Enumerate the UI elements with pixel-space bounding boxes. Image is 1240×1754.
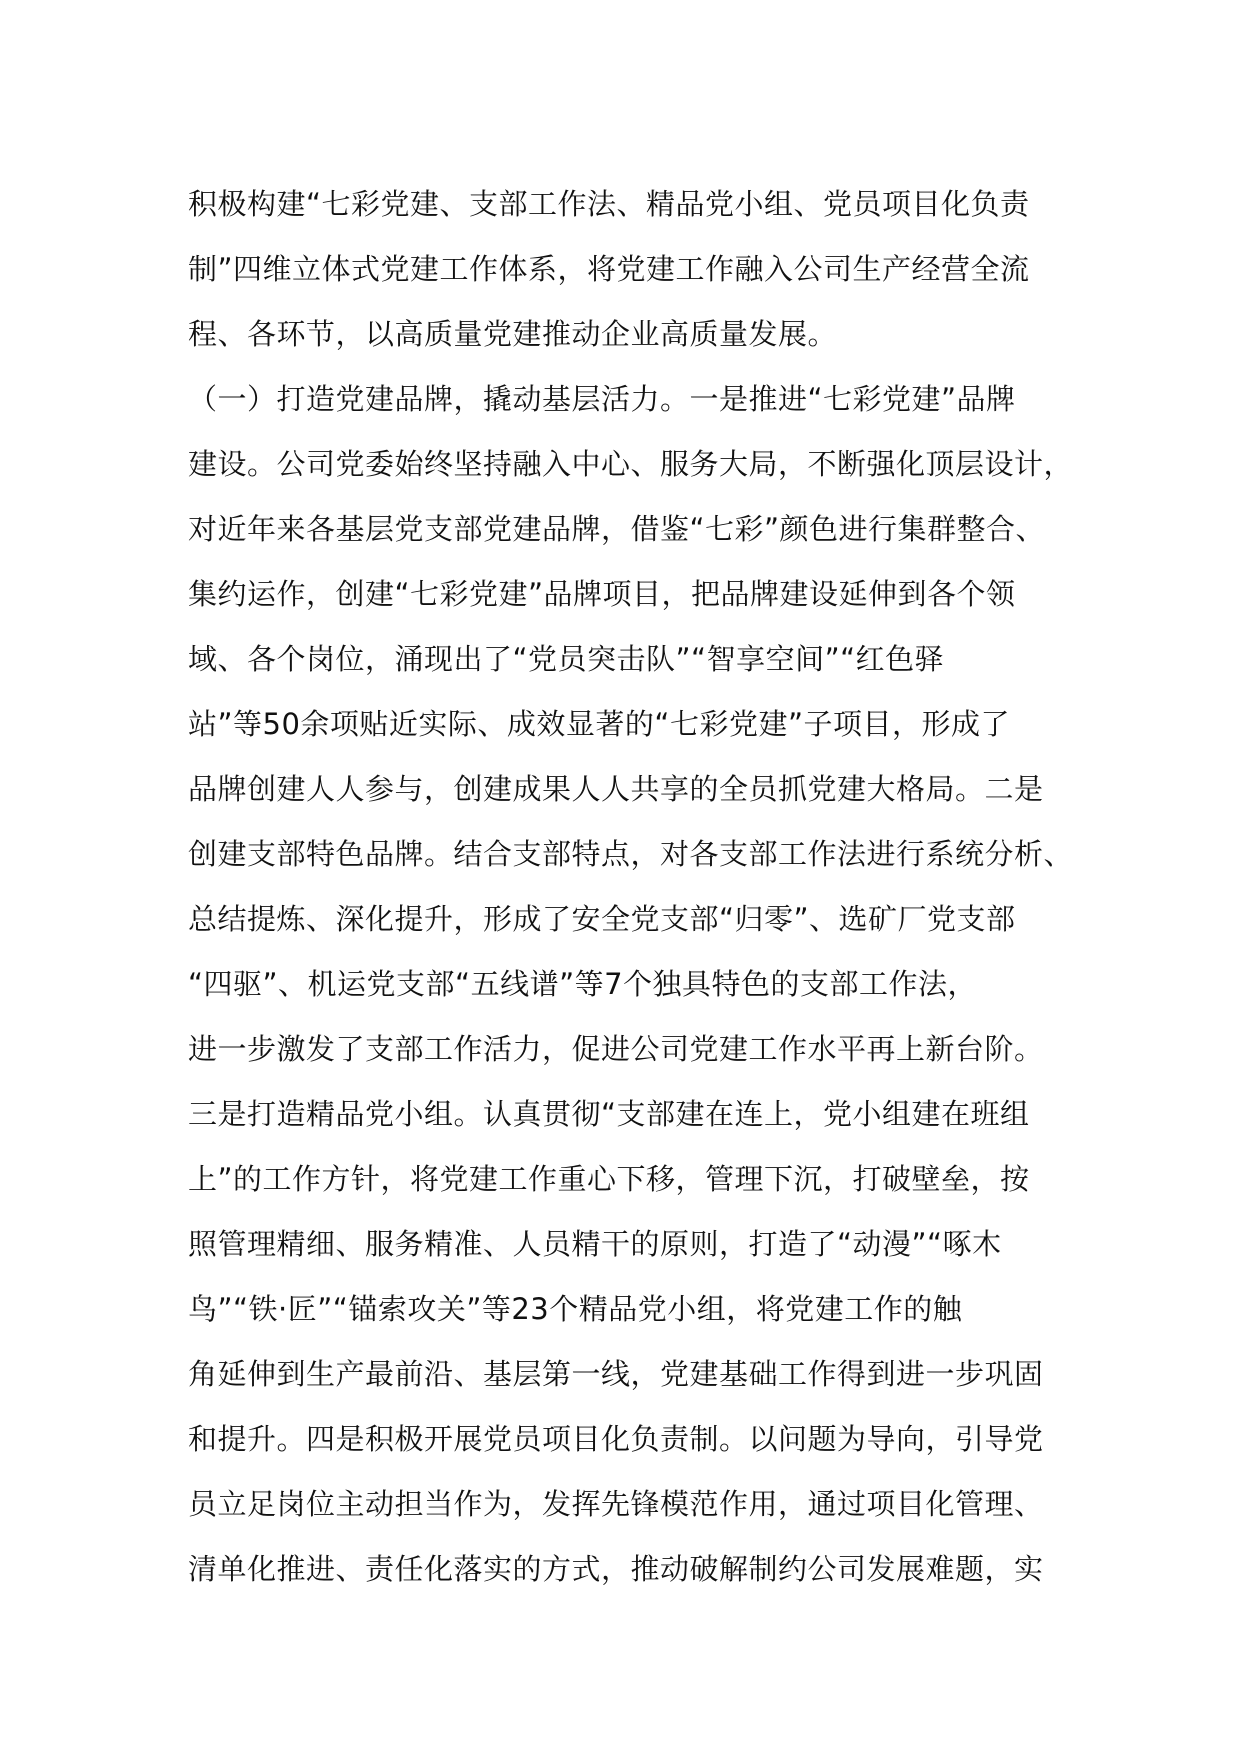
text-line: 进一步激发了支部工作活力，促进公司党建工作水平再上新台阶。 [188, 1032, 1044, 1066]
text-line: 清单化推进、责任化落实的方式，推动破解制约公司发展难题，实 [188, 1552, 1044, 1586]
text-line: 对近年来各基层党支部党建品牌，借鉴“七彩”颜色进行集群整合、 [188, 512, 1046, 546]
text-line: 员立足岗位主动担当作为，发挥先锋模范作用，通过项目化管理、 [188, 1487, 1044, 1521]
text-line: （一）打造党建品牌，撬动基层活力。一是推进“七彩党建”品牌 [188, 382, 1016, 416]
text-line: 建设。公司党委始终坚持融入中心、服务大局，不断强化顶层设计， [188, 447, 1074, 481]
text-line: 角延伸到生产最前沿、基层第一线，党建基础工作得到进一步巩固 [188, 1357, 1044, 1391]
text-line: 品牌创建人人参与，创建成果人人共享的全员抓党建大格局。二是 [188, 772, 1044, 806]
text-line: 积极构建“七彩党建、支部工作法、精品党小组、党员项目化负责 [188, 187, 1030, 221]
text-line: 鸟”“铁·匠”“锚索攻关”等23个精品党小组，将党建工作的触 [188, 1292, 963, 1326]
text-line: 照管理精细、服务精准、人员精干的原则，打造了“动漫”“啄木 [188, 1227, 1002, 1261]
text-line: 集约运作，创建“七彩党建”品牌项目，把品牌建设延伸到各个领 [188, 577, 1016, 611]
text-line: 域、各个岗位，涌现出了“党员突击队”“智享空间”“红色驿 [188, 642, 945, 676]
text-line: 创建支部特色品牌。结合支部特点，对各支部工作法进行系统分析、 [188, 837, 1074, 871]
text-line: 程、各环节，以高质量党建推动企业高质量发展。 [188, 317, 838, 351]
text-line: 上”的工作方针，将党建工作重心下移，管理下沉，打破壁垒，按 [188, 1162, 1030, 1196]
text-line: 站”等50余项贴近实际、成效显著的“七彩党建”子项目，形成了 [188, 707, 1010, 741]
text-line: 三是打造精品党小组。认真贯彻“支部建在连上，党小组建在班组 [188, 1097, 1030, 1131]
text-line: 总结提炼、深化提升，形成了安全党支部“归零”、选矿厂党支部 [188, 902, 1016, 936]
text-line: 和提升。四是积极开展党员项目化负责制。以问题为导向，引导党 [188, 1422, 1044, 1456]
text-line: 制”四维立体式党建工作体系，将党建工作融入公司生产经营全流 [188, 252, 1030, 286]
body-text [188, 172, 1088, 1602]
text-line: “四驱”、机运党支部“五线谱”等7个独具特色的支部工作法， [188, 967, 978, 1001]
